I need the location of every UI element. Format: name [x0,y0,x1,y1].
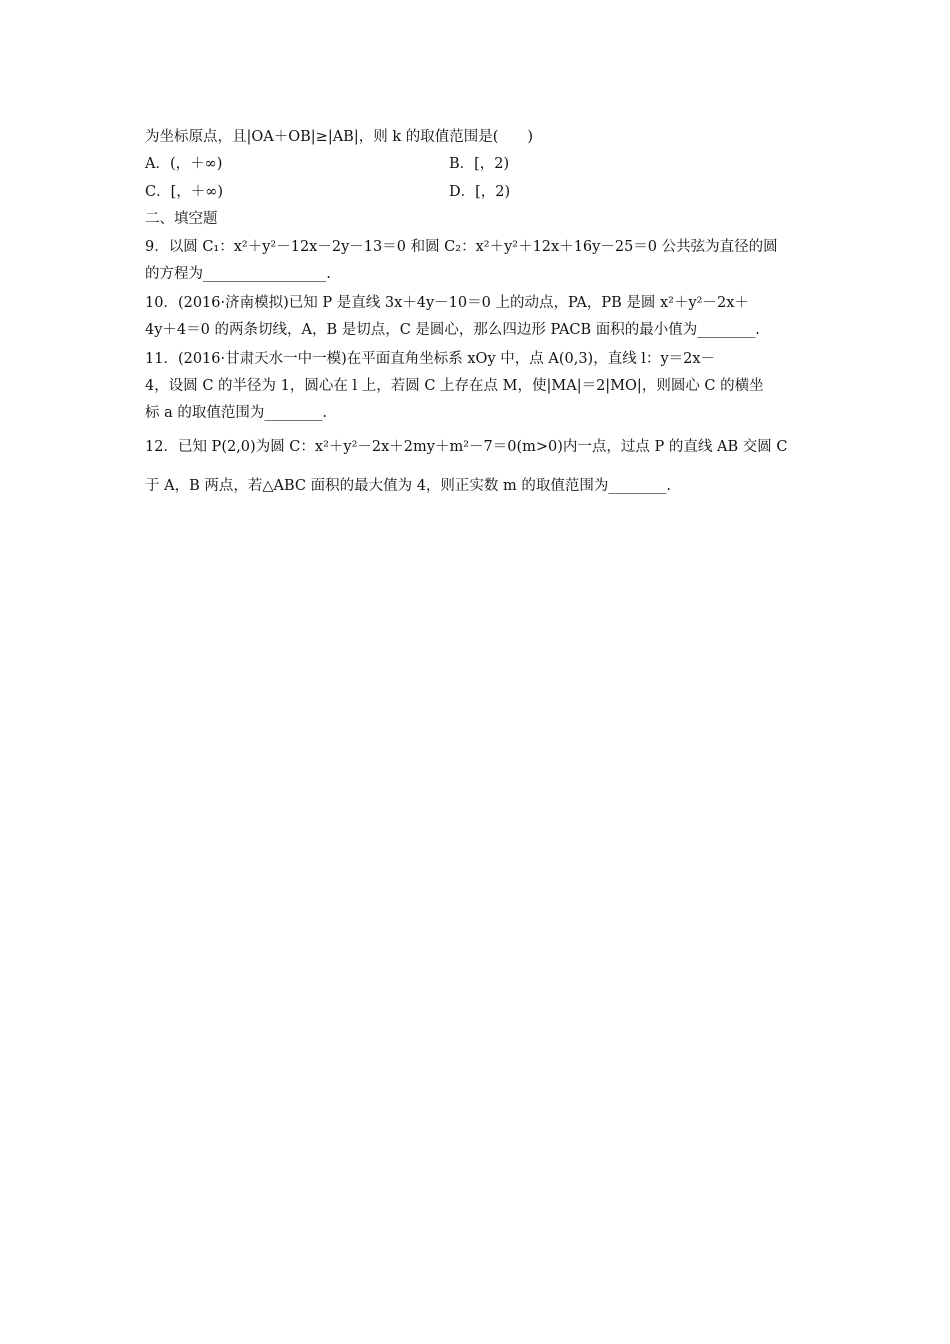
q11-line-1: 11．(2016·甘肃天水一中一模)在平面直角坐标系 xOy 中，点 A(0,3)，直线 l：y＝2x－ [145,351,716,367]
q12-line-2: 于 A，B 两点，若△ABC 面积的最大值为 4，则正实数 m 的取值范围为________. [145,478,672,494]
q10-line-2: 4y＋4＝0 的两条切线，A，B 是切点，C 是圆心，那么四边形 PACB 面积的最小值为________. [145,322,760,338]
q10-line-1: 10．(2016·济南模拟)已知 P 是直线 3x＋4y－10＝0 上的动点，PA，PB 是圆 x²＋y²－2x＋ [145,295,749,311]
q12-line-1: 12．已知 P(2,0)为圆 C：x²＋y²－2x＋2my＋m²－7＝0(m>0)内一点，过点 P 的直线 AB 交圆 C [145,439,788,455]
q8-tail: 为坐标原点，且|OA＋OB|≥|AB|，则 k 的取值范围是( ) [145,129,534,145]
q8-option-d: D．[，2) [449,184,511,200]
q9-line-2: 的方程为_________________. [145,266,331,282]
q11-line-3: 标 a 的取值范围为________. [145,405,327,421]
section-title: 二、填空题 [145,211,218,227]
q8-option-c: C．[，＋∞) [145,184,223,200]
q9-line-1: 9．以圆 C₁：x²＋y²－12x－2y－13＝0 和圆 C₂：x²＋y²＋12x＋16y－25＝0 公共弦为直径的圆 [145,239,778,255]
q8-option-b: B．[，2) [449,156,510,172]
q11-line-2: 4，设圆 C 的半径为 1，圆心在 l 上，若圆 C 上存在点 M，使|MA|＝2|MO|，则圆心 C 的横坐 [145,378,764,394]
q8-option-a: A．(，＋∞) [145,156,223,172]
